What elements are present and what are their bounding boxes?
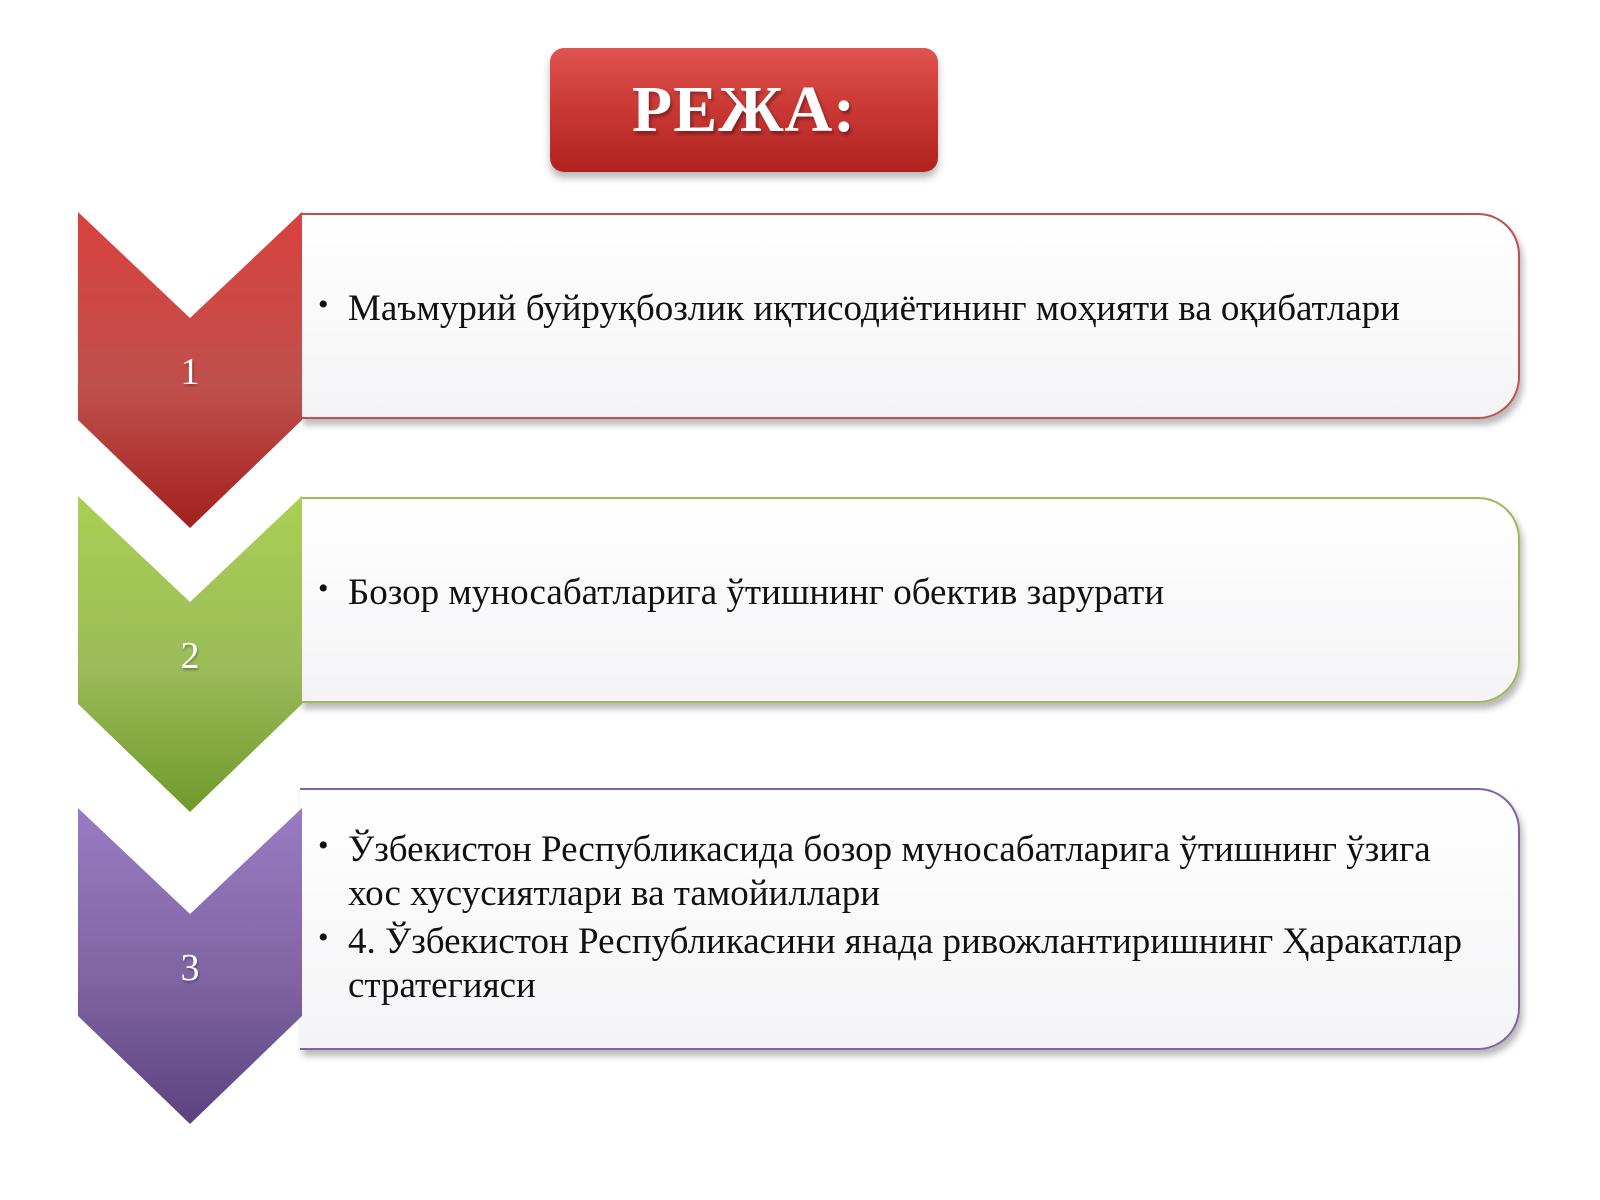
page-title: РЕЖА: (631, 73, 857, 146)
bullet-icon: • (318, 572, 329, 605)
step-2-bullet-1 (318, 571, 1488, 615)
step-1-bullet-list (318, 287, 1488, 335)
bullet-icon: • (318, 921, 329, 954)
step-3-bullet-text-1: Ўзбекистон Республикасида бозор муносабатларига ўтишнинг ўзига хос хусусиятлари ва тамойиллари (348, 829, 1431, 914)
step-3-bullet-text-2: 4. Ўзбекистон Республикасини янада ривожлантиришнинг Ҳаракатлар стратегияси (348, 921, 1463, 1006)
step-1-chevron (78, 212, 302, 532)
step-2-bullet-text-1: Бозор муносабатларига ўтишнинг обектив зарурати (348, 572, 1165, 613)
step-3-card (300, 788, 1520, 1050)
step-2-chevron (78, 496, 302, 816)
step-1-card (300, 213, 1520, 419)
bullet-icon: • (318, 288, 329, 321)
title-banner (550, 48, 938, 172)
step-3-chevron (78, 808, 302, 1128)
bullet-icon: • (318, 829, 329, 862)
step-3-bullet-2 (318, 920, 1488, 1008)
step-3-bullet-1 (318, 828, 1488, 916)
step-2-number: 2 (180, 635, 200, 677)
step-3-bullet-list (318, 828, 1488, 1012)
step-2-bullet-list (318, 571, 1488, 619)
step-1-number: 1 (180, 351, 200, 393)
step-1-bullet-1 (318, 287, 1488, 331)
step-1-bullet-text-1: Маъмурий буйруқбозлик иқтисодиётининг моҳияти ва оқибатлари (348, 288, 1400, 329)
step-2-card (300, 497, 1520, 703)
step-3-number: 3 (180, 947, 200, 989)
